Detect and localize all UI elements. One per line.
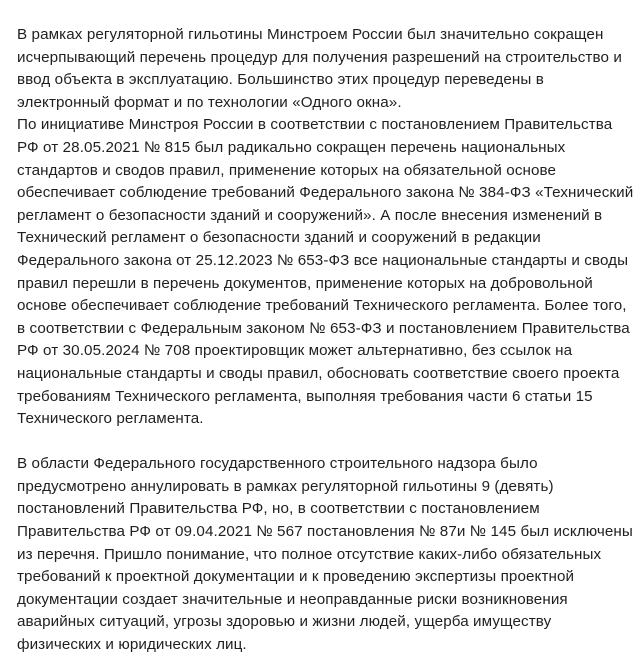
paragraph-construction-supervision: В области Федерального государственного строительного надзора было предусмотрено аннулировать в рамках регуляторной гильотины 9 (девять) постановлений Правительства РФ, но, в соответствии с постановлением Правительства РФ от 09.04.2021 № 567 постановления № 87и № 145 был исключены из перечня. Пришло понимание, что полное отсутствие каких-либо обязательных требований к проектной документации и к проведению экспертизы проектной документации создает значительные и неоправданные риски возникновения аварийных ситуаций, угрозы здоровью и жизни людей, ущерба имуществу физических и юридических лиц. [17,455,633,654]
paragraph-spacer [17,431,635,454]
paragraph-standards-reduction: По инициативе Минстроя России в соответствии с постановлением Правительства РФ от 28.05.2021 № 815 был радикально сокращен перечень национальных стандартов и сводов правил, применение которых на обязательной основе обеспечивает соблюдение требований Федерального закона № 384-ФЗ «Технический регламент о безопасности зданий и сооружений». А после внесения изменений в Технический регламент о безопасности зданий и сооружений в редакции Федерального закона от 25.12.2023 № 653-ФЗ все национальные стандарты и своды правил перешли в перечень документов, применение которых на добровольной основе обеспечивает соблюдение требований Технического регламента. Более того, в соответствии с Федеральным законом № 653-ФЗ и постановлением Правительства РФ от 30.05.2024 № 708 проектировщик может альтернативно, без ссылок на национальные стандарты и своды правил, обосновать соответствие своего проекта требованиям Технического регламента, выполняя требования части 6 статьи 15 Технического регламента. [17,116,634,428]
paragraph-regulatory-guillotine: В рамках регуляторной гильотины Минстроем России был значительно сокращен исчерпывающий перечень процедур для получения разрешений на строительство и ввод объекта в эксплуатацию. Большинство этих процедур переведены в электронный формат и по технологии «Одного окна». [17,26,622,111]
